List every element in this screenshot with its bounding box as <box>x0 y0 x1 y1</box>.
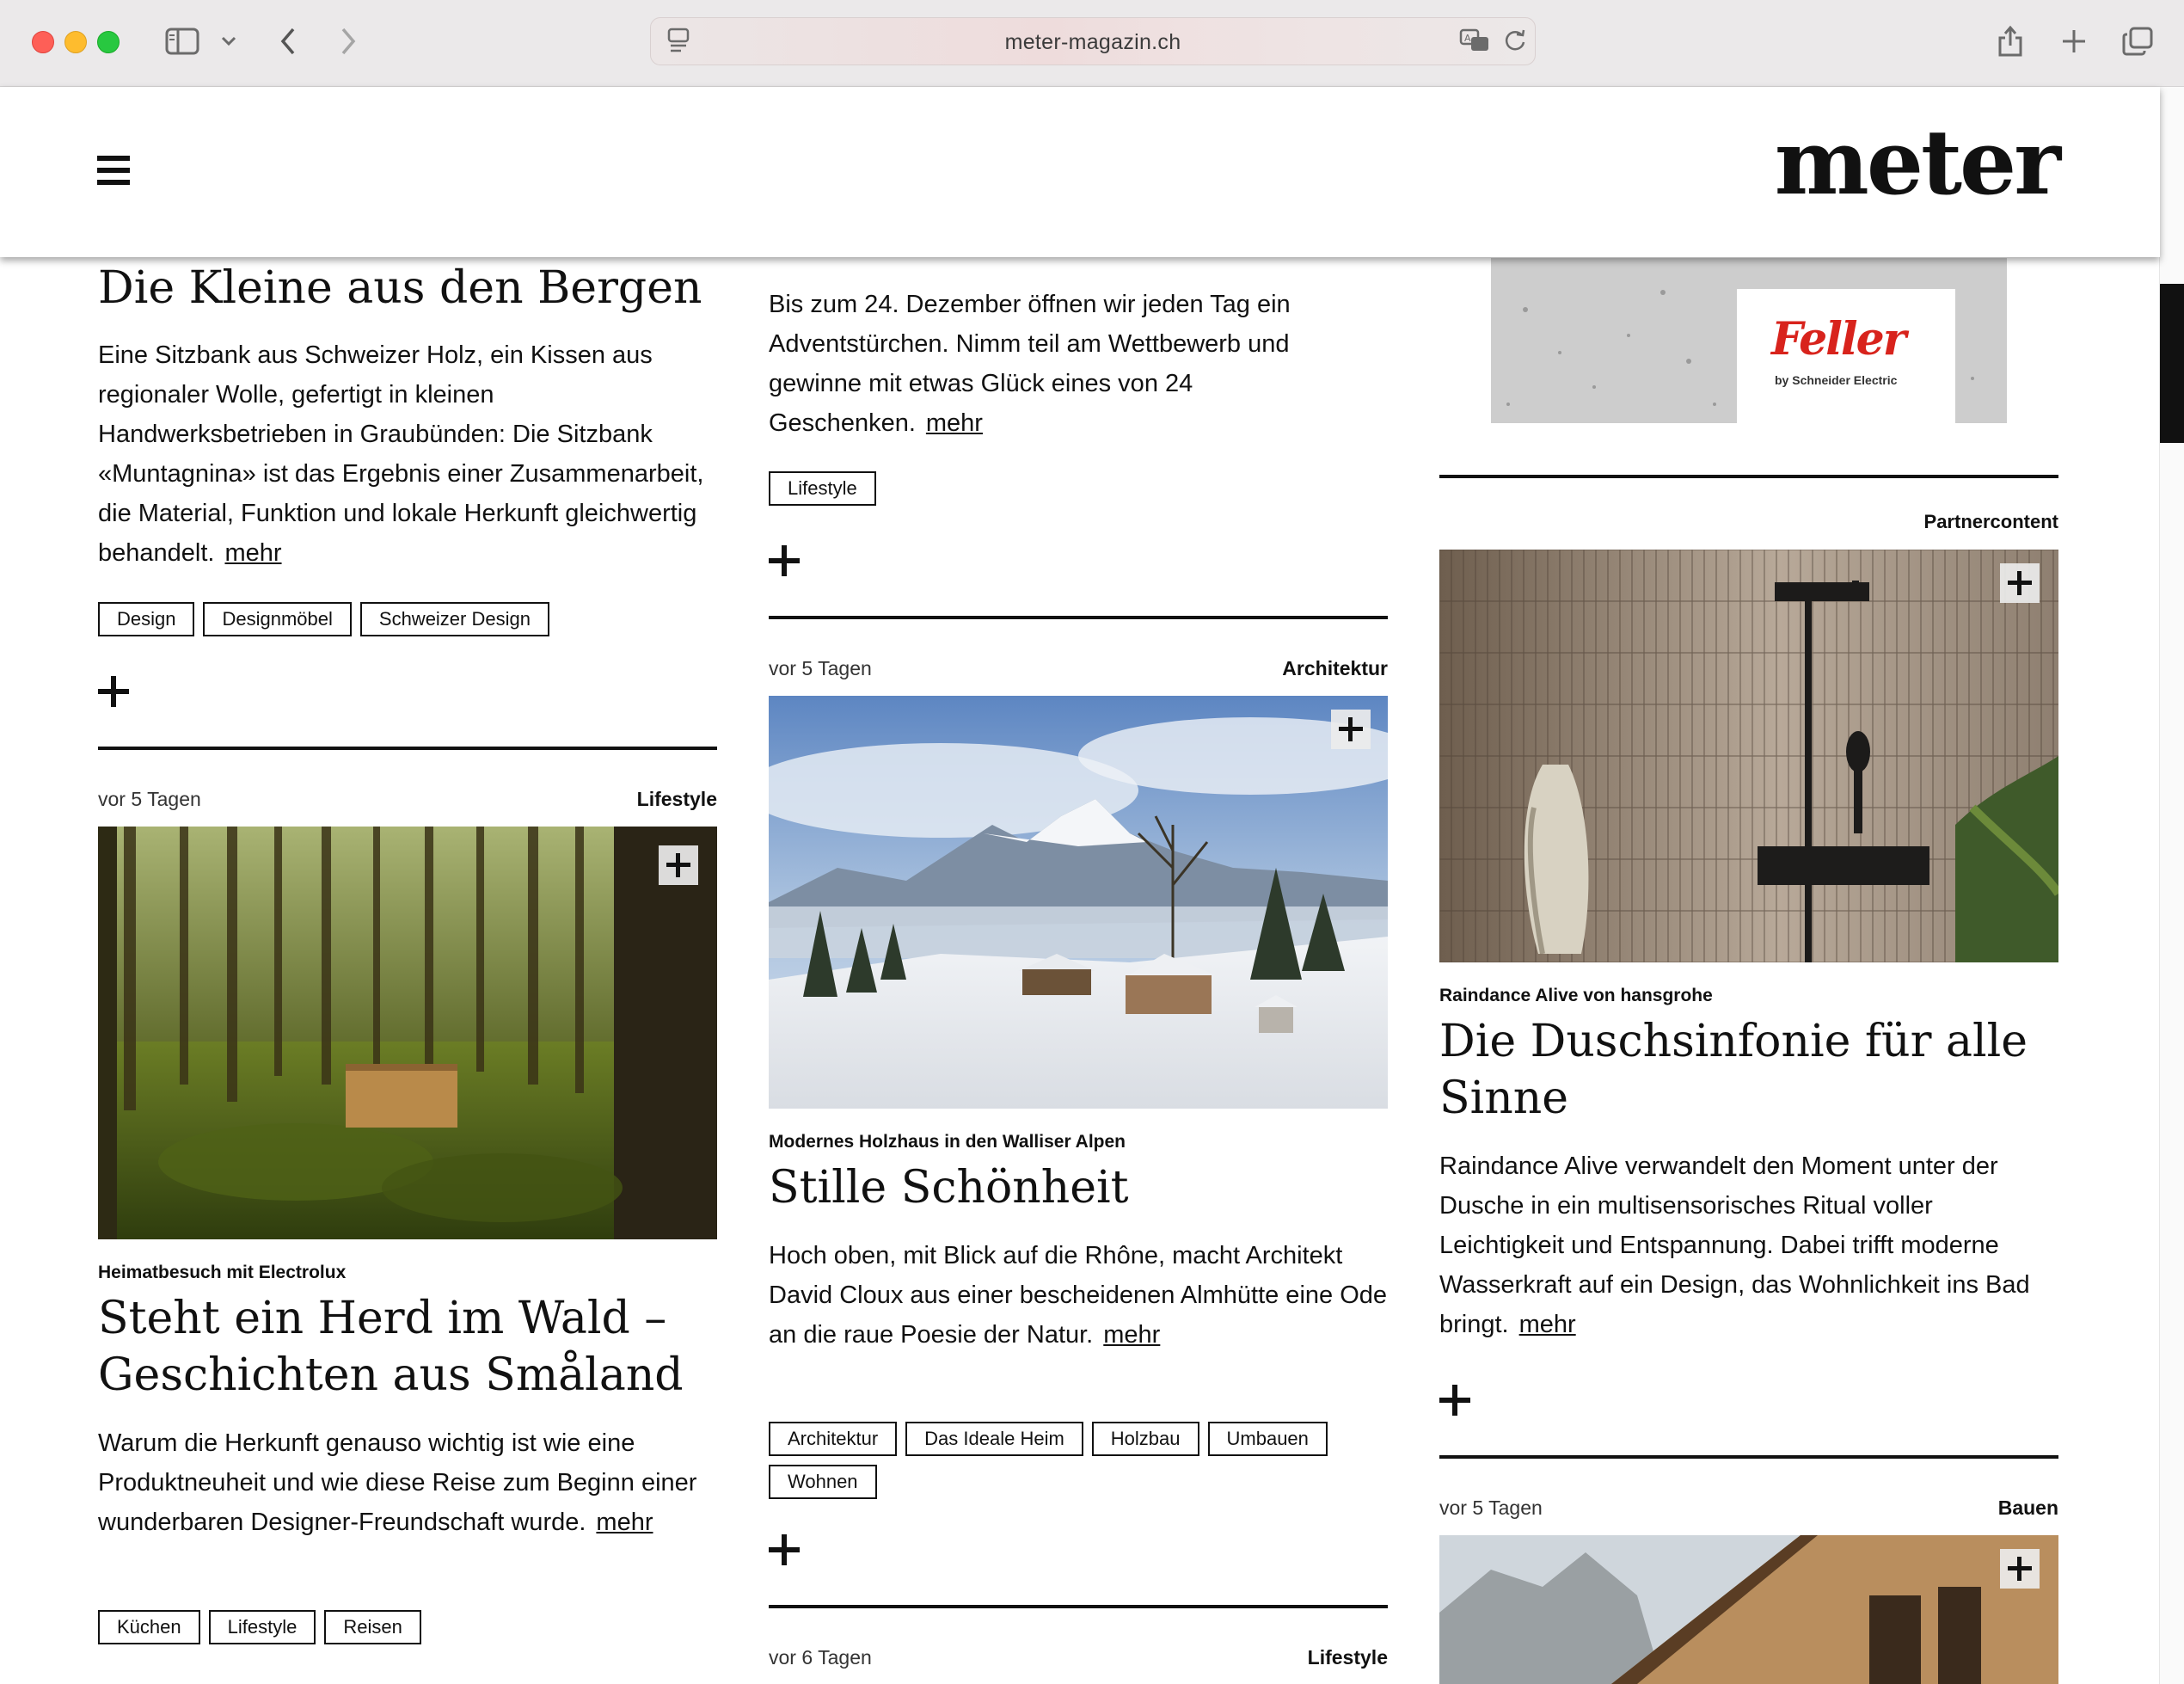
article-teaser <box>98 335 717 573</box>
more-link[interactable]: mehr <box>224 539 282 567</box>
advertisement-banner[interactable] <box>1491 258 2007 423</box>
more-link[interactable]: mehr <box>925 409 983 437</box>
teaser-text: Raindance Alive verwandelt den Moment unter der Dusche in ein multisensorisches Ritual voller Leichtigkeit und Entspannung. Dabei trifft moderne Wasserkraft auf ein Design, das Wohnlichkeit ins Bad bringt. <box>1439 1152 2030 1338</box>
article-image-shower[interactable] <box>1439 550 2058 962</box>
site-header <box>0 87 2160 257</box>
teaser-text: Bis zum 24. Dezember öffnen wir jeden Tag ein Adventstürchen. Nimm teil am Wettbewerb und gewinne mit etwas Glück eines von 24 Geschenken. <box>769 291 1291 437</box>
ad-brand: Feller <box>1771 313 1905 366</box>
article-image-forest[interactable] <box>98 827 717 1239</box>
sidebar-toggle-icon[interactable] <box>163 19 201 64</box>
browser-toolbar <box>0 0 2184 87</box>
article-date: vor 5 Tagen <box>1439 1497 1543 1519</box>
title-line: Die Duschsinfonie für alle <box>1439 1016 2028 1067</box>
more-link[interactable]: mehr <box>1518 1311 1576 1338</box>
chevron-down-icon[interactable] <box>218 19 239 64</box>
scrollbar-thumb[interactable] <box>2160 284 2184 443</box>
more-link[interactable]: mehr <box>1103 1321 1161 1349</box>
zoom-window-button[interactable] <box>97 31 120 53</box>
article-teaser <box>1439 1146 2058 1344</box>
image-plus-icon[interactable] <box>1331 710 1371 749</box>
expand-plus-icon[interactable] <box>98 676 129 707</box>
article-category[interactable]: Architektur <box>1282 657 1388 679</box>
close-window-button[interactable] <box>32 31 54 53</box>
svg-text:A: A <box>1464 33 1471 44</box>
tag-designmoebel[interactable]: Designmöbel <box>203 602 351 636</box>
tag-das-ideale-heim[interactable]: Das Ideale Heim <box>905 1422 1083 1456</box>
article-teaser <box>769 1236 1388 1355</box>
minimize-window-button[interactable] <box>64 31 87 53</box>
divider <box>769 1605 1388 1608</box>
article-kicker: Raindance Alive von hansgrohe <box>1439 986 1713 1005</box>
divider <box>769 616 1388 619</box>
more-link[interactable]: mehr <box>596 1509 653 1536</box>
teaser-text: Warum die Herkunft genauso wichtig ist wie eine Produktneuheit und wie diese Reise zum Beginn einer wunderbaren Designer-Freundschaft wurde. <box>98 1429 697 1536</box>
tab-overview-icon[interactable] <box>2120 19 2155 64</box>
reload-icon[interactable] <box>1500 18 1530 63</box>
article-image-building[interactable] <box>1439 1535 2058 1684</box>
article-category[interactable]: Lifestyle <box>1307 1646 1388 1669</box>
title-line: Sinne <box>1439 1072 1569 1124</box>
article-date: vor 6 Tagen <box>769 1646 872 1669</box>
article-image-alps[interactable] <box>769 696 1388 1109</box>
tag-lifestyle[interactable]: Lifestyle <box>769 471 876 506</box>
tag-schweizer-design[interactable]: Schweizer Design <box>360 602 549 636</box>
tag-list <box>98 1610 421 1644</box>
share-icon[interactable] <box>1995 19 2026 64</box>
image-plus-icon[interactable] <box>2000 1549 2040 1589</box>
divider <box>1439 1455 2058 1459</box>
title-line: Steht ein Herd im Wald – <box>98 1293 667 1344</box>
tag-holzbau[interactable]: Holzbau <box>1092 1422 1199 1456</box>
tag-list <box>98 602 549 636</box>
article-kicker: Heimatbesuch mit Electrolux <box>98 1263 347 1282</box>
tag-umbauen[interactable]: Umbauen <box>1208 1422 1328 1456</box>
article-category[interactable]: Bauen <box>1997 1497 2058 1519</box>
article-date: vor 5 Tagen <box>98 788 201 810</box>
tag-reisen[interactable]: Reisen <box>324 1610 420 1644</box>
site-logo[interactable]: meter <box>1774 109 2058 215</box>
article-date: vor 5 Tagen <box>769 657 872 679</box>
ad-subbrand: by Schneider Electric <box>1775 373 1898 387</box>
divider <box>98 747 717 750</box>
address-bar[interactable] <box>650 17 1536 65</box>
tag-architektur[interactable]: Architektur <box>769 1422 897 1456</box>
partner-content-label: Partnercontent <box>1923 511 2058 532</box>
teaser-text: Eine Sitzbank aus Schweizer Holz, ein Kissen aus regionaler Wolle, gefertigt in kleinen Handwerksbetrieben in Graubünden: Die Sitzbank «Muntagnina» ist das Ergebnis einer Zusammenarbeit, die Material, Funktion und lokale Herkunft gleichwertig behandelt. <box>98 341 704 567</box>
image-plus-icon[interactable] <box>659 845 698 885</box>
tag-list <box>769 1422 1388 1499</box>
article-teaser <box>769 285 1388 443</box>
teaser-text: Hoch oben, mit Blick auf die Rhône, macht Architekt David Cloux aus einer bescheidenen Almhütte eine Ode an die raue Poesie der Natur. <box>769 1242 1388 1349</box>
tag-lifestyle[interactable]: Lifestyle <box>209 1610 316 1644</box>
new-tab-icon[interactable] <box>2058 19 2089 64</box>
article-teaser <box>98 1423 717 1542</box>
article-title[interactable] <box>98 1290 717 1404</box>
title-line: Geschichten aus Småland <box>98 1349 684 1401</box>
article-title[interactable]: Die Kleine aus den Bergen <box>98 262 702 314</box>
forward-arrow-icon[interactable] <box>334 19 363 64</box>
divider <box>1439 475 2058 478</box>
ad-logo-card <box>1737 289 1955 423</box>
url-text[interactable]: meter-magazin.ch <box>1004 30 1181 54</box>
image-plus-icon[interactable] <box>2000 563 2040 603</box>
menu-icon[interactable] <box>97 156 130 185</box>
article-kicker: Modernes Holzhaus in den Walliser Alpen <box>769 1132 1126 1152</box>
tag-design[interactable]: Design <box>98 602 194 636</box>
back-arrow-icon[interactable] <box>273 19 303 64</box>
expand-plus-icon[interactable] <box>769 545 800 576</box>
expand-plus-icon[interactable] <box>1439 1385 1470 1416</box>
tag-wohnen[interactable]: Wohnen <box>769 1465 877 1499</box>
article-category[interactable]: Lifestyle <box>636 788 717 810</box>
article-title[interactable] <box>1439 1013 2058 1127</box>
article-title[interactable]: Stille Schönheit <box>769 1162 1129 1214</box>
expand-plus-icon[interactable] <box>769 1534 800 1565</box>
translate-icon[interactable] <box>1457 18 1492 63</box>
tag-kuechen[interactable]: Küchen <box>98 1610 200 1644</box>
tag-list <box>769 471 876 506</box>
